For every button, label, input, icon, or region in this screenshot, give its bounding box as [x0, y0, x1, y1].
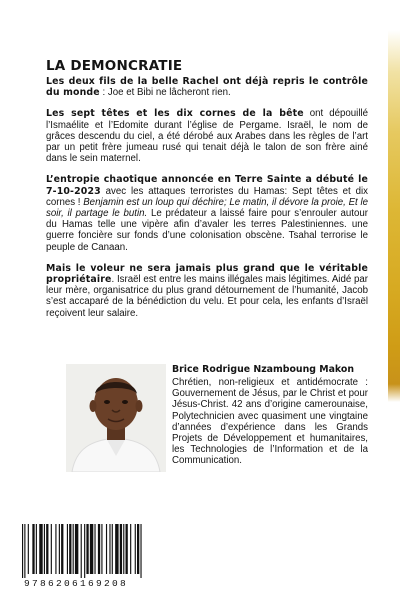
barcode-bar — [130, 524, 131, 574]
paragraph-3 — [46, 174, 368, 252]
barcode-bar — [61, 524, 63, 574]
paragraph-3-text-a: avec les attaques terroristes du Hamas: Sept têtes et dix cornes ! — [46, 185, 368, 208]
paragraph-1 — [46, 76, 368, 98]
barcode-bar — [126, 524, 128, 574]
barcode-bar — [22, 524, 23, 578]
barcode-bar — [120, 524, 122, 574]
isbn-barcode — [20, 524, 210, 590]
paragraph-3-quote: Benjamin est un loup qui déchire; Le matin, il dévore la proie, Et le soir, il partage le butin. — [46, 196, 368, 220]
barcode-bar — [44, 524, 45, 574]
author-section — [46, 364, 368, 474]
barcode-bar — [73, 524, 74, 574]
barcode-bar — [75, 524, 78, 574]
paragraph-4-lead: Mais le voleur ne sera jamais plus grand que le véritable propriétaire — [46, 262, 368, 286]
paragraph-2-lead: Les sept têtes et les dix cornes de la bête — [46, 108, 304, 120]
author-name: Brice Rodrigue Nzamboung Makon — [172, 364, 355, 375]
author-bio: Chrétien, non-religieux et antidémocrate : Gouvernement de Jésus, par le Christ et pour Jésus-Christ. 42 ans d’origine camerounaise, Polytechnicien avec quasiment une vingtaine d’années d’expérience dans les Grands Projets de Développement et humanitaires, les Technologies de l’Information et de la Communication. — [172, 377, 369, 467]
paragraph-4-text: . Israël est entre les mains illégales mais légitimes. Aidé par leur mère, organisatrice du plus grand détournement de l’humanité, Jacob s’est accaparé de la bénédiction du velu. Et pour cela, les enfants d’Israël reçoivent leur salaire. — [46, 274, 368, 319]
barcode-bar — [69, 524, 71, 574]
barcode-bars — [20, 524, 210, 578]
barcode-bar — [135, 524, 136, 574]
gold-edge-strip — [388, 0, 400, 600]
barcode-digits: 9786206169208 — [24, 578, 129, 589]
paragraph-3-lead: L’entropie chaotique annoncée en Terre Sainte a débuté le 7-10-2023 — [46, 174, 368, 197]
barcode-bar — [55, 524, 56, 574]
barcode-bar — [137, 524, 139, 574]
barcode-bar — [24, 524, 25, 578]
paragraph-2 — [46, 108, 368, 164]
author-info — [172, 364, 368, 467]
book-title: LA DEMONCRATIE — [46, 58, 183, 74]
barcode-bar — [81, 524, 82, 578]
barcode-bar — [28, 524, 29, 574]
barcode-bar — [86, 524, 88, 574]
barcode-bar — [59, 524, 60, 574]
paragraph-1-lead: Les deux fils de la belle Rachel ont déjà repris le contrôle du monde — [46, 76, 368, 99]
barcode-bar — [46, 524, 48, 574]
barcode-bar — [109, 524, 110, 574]
barcode-bar — [32, 524, 34, 574]
barcode-bar — [98, 524, 100, 574]
barcode-bar — [36, 524, 37, 574]
author-portrait-icon — [66, 364, 166, 472]
barcode-bar — [115, 524, 118, 574]
barcode-bar — [112, 524, 113, 574]
barcode-bar — [90, 524, 93, 574]
paragraph-1-text: : Joe et Bibi ne lâcheront rien. — [99, 87, 231, 99]
barcode-bar — [140, 524, 141, 578]
barcode-bar — [51, 524, 52, 574]
paragraph-4 — [46, 263, 368, 319]
barcode-bar — [39, 524, 42, 574]
barcode-bar — [84, 524, 85, 578]
barcode-bar — [123, 524, 124, 574]
barcode-bar — [94, 524, 95, 574]
barcode-bar — [106, 524, 107, 574]
paragraph-3-text-b: Le prédateur a laissé faire pour s’enrouler autour du Hamas telle une vipère afin d’avaler les terres Palestiniennes. une guerre foncière sur fonds d’une colonisation obscène. Tsahal terrorise le peuple de Canaan. — [46, 208, 368, 253]
barcode-bar — [67, 524, 68, 574]
author-photo — [66, 364, 166, 472]
barcode-bar — [101, 524, 102, 574]
back-cover-text — [46, 58, 368, 329]
paragraph-2-text: ont dépouillé l’Ismaélite et l’Edomite durant l’église de Pergame. Israël, le nom de grâces descendu du ciel, a été dérobé aux Arabes dans les règles de l’art par un petit frère jumeau rusé qui tenait déjà le talon de son frère ainé dans le sein maternel. — [46, 108, 369, 165]
